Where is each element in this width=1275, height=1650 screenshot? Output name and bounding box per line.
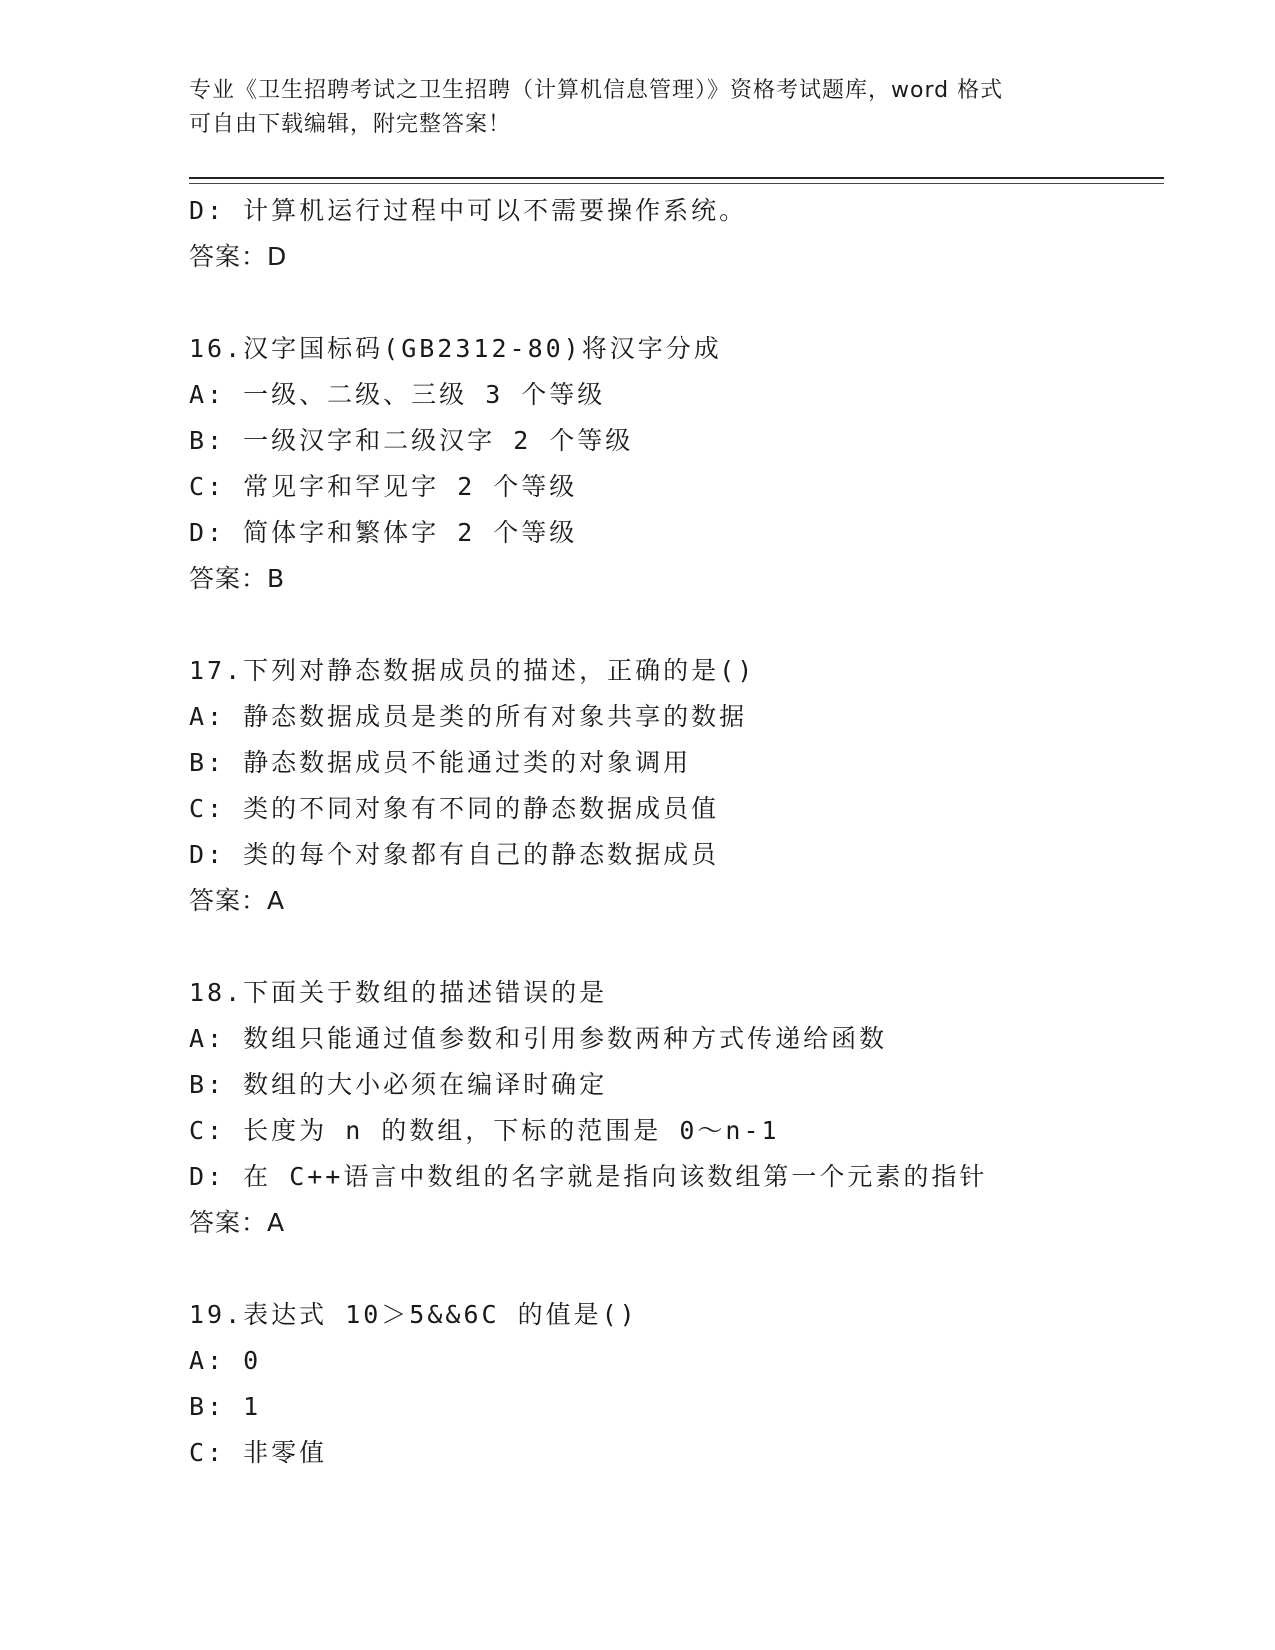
option-c: C: 长度为 n 的数组，下标的范围是 0～n-1 [189,1116,780,1145]
option-a: A: 0 [189,1346,262,1375]
document-header [189,74,1089,142]
spacer [189,280,1169,326]
option-d: D: 类的每个对象都有自己的静态数据成员 [189,840,720,869]
answer-line: 答案：D [189,242,288,271]
answer-line: 答案：A [189,886,286,915]
option-c: C: 常见字和罕见字 2 个等级 [189,472,578,501]
header-line-1: 专业《卫生招聘考试之卫生招聘（计算机信息管理）》资格考试题库，word 格式 [189,78,1004,103]
option-a: A: 一级、二级、三级 3 个等级 [189,380,606,409]
option-d: D: 计算机运行过程中可以不需要操作系统。 [189,196,748,225]
header-line-2: 可自由下载编辑，附完整答案！ [189,112,512,137]
option-a: A: 数组只能通过值参数和引用参数两种方式传递给函数 [189,1024,888,1053]
option-d: D: 简体字和繁体字 2 个等级 [189,518,578,547]
spacer [189,924,1169,970]
option-c: C: 类的不同对象有不同的静态数据成员值 [189,794,720,823]
header-divider-thin [189,183,1164,184]
option-a: A: 静态数据成员是类的所有对象共享的数据 [189,702,748,731]
question-19: 19.表达式 10＞5&&6C 的值是() [189,1300,638,1329]
header-divider [189,177,1164,179]
answer-line: 答案：B [189,564,286,593]
option-b: B: 数组的大小必须在编译时确定 [189,1070,608,1099]
question-list [189,188,1169,1476]
spacer [189,1246,1169,1292]
question-17: 17.下列对静态数据成员的描述，正确的是() [189,656,756,685]
option-b: B: 一级汉字和二级汉字 2 个等级 [189,426,634,455]
answer-line: 答案：A [189,1208,286,1237]
question-16: 16.汉字国标码(GB2312-80)将汉字分成 [189,334,722,363]
option-b: B: 1 [189,1392,262,1421]
option-c: C: 非零值 [189,1438,328,1467]
spacer [189,602,1169,648]
option-d: D: 在 C++语言中数组的名字就是指向该数组第一个元素的指针 [189,1162,988,1191]
option-b: B: 静态数据成员不能通过类的对象调用 [189,748,692,777]
question-18: 18.下面关于数组的描述错误的是 [189,978,608,1007]
